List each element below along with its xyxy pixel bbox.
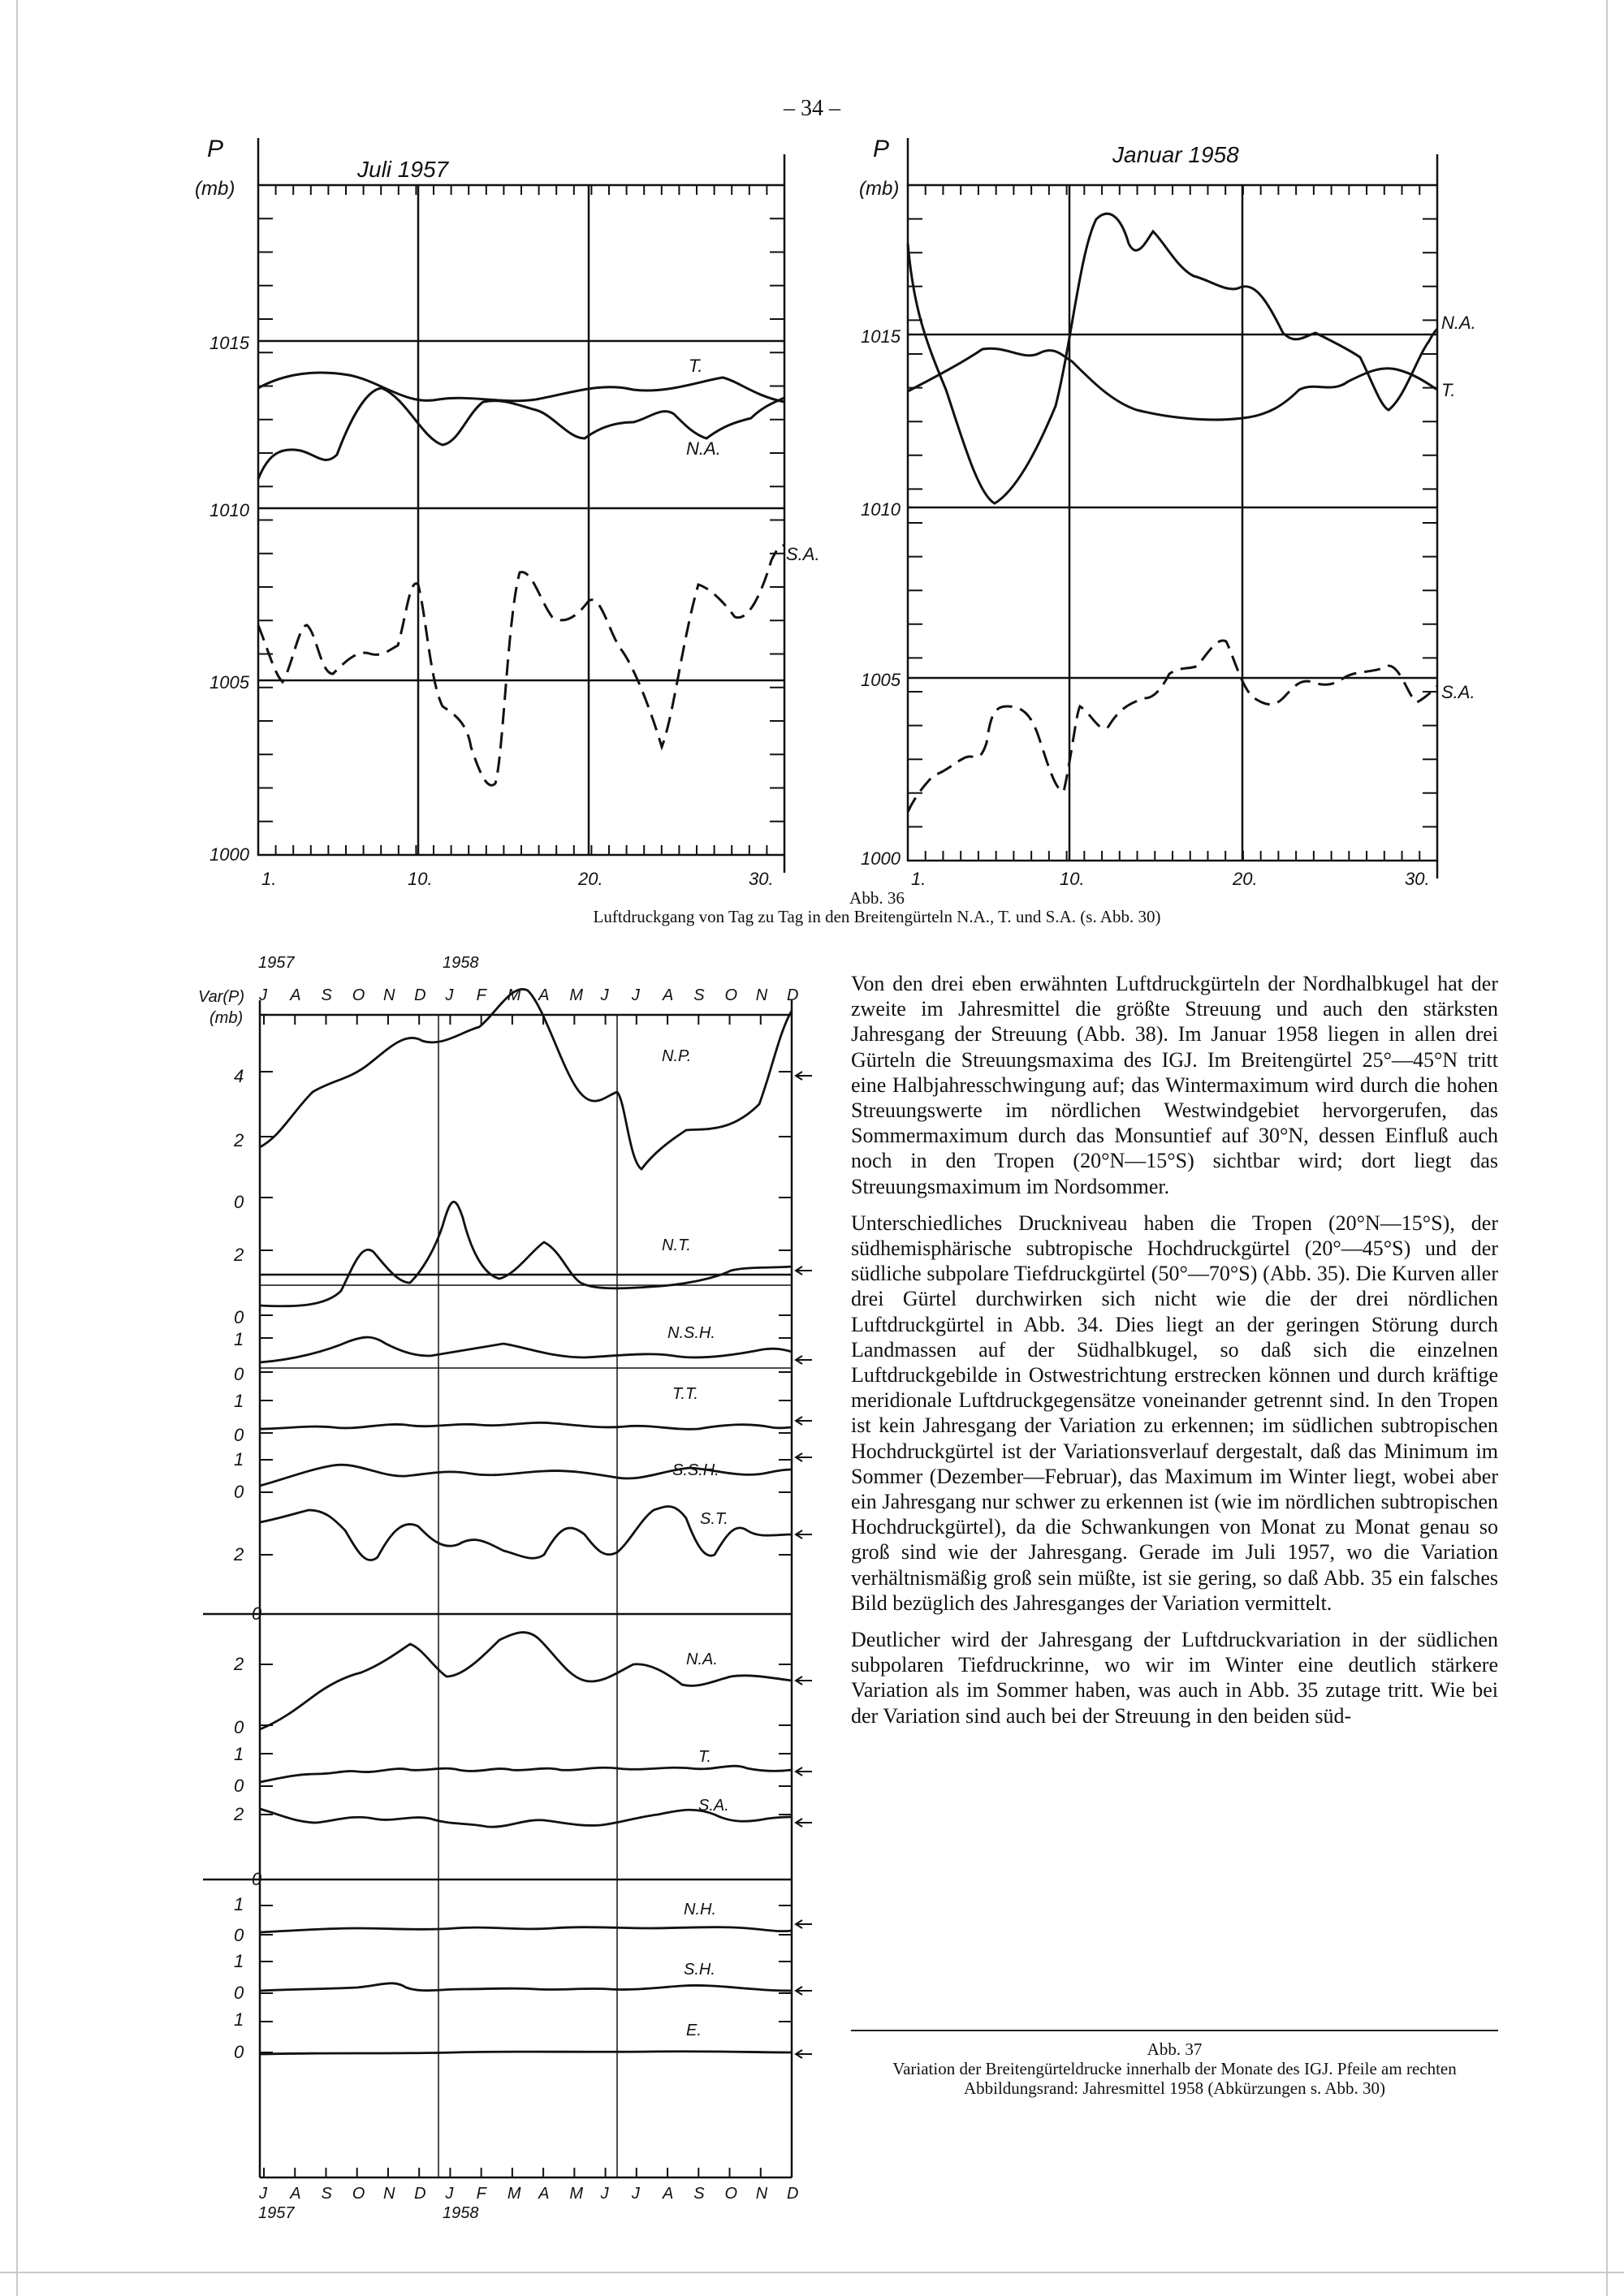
left-curve-label-SA: S.A.: [786, 544, 820, 564]
fig37-months-top: [258, 986, 798, 1004]
panel-label-ST: S.T.: [700, 1510, 728, 1528]
panel-label-TT: T.T.: [672, 1385, 698, 1403]
left-xtick-30: 30.: [749, 869, 774, 889]
right-unit-label: (mb): [859, 178, 900, 200]
mean-arrow-nt: [796, 1267, 812, 1275]
fig36-left-panel: [195, 136, 820, 889]
fig37-month-bottom-11: J: [600, 2185, 609, 2203]
fig37-month-top-12: J: [631, 986, 640, 1004]
panel-label-NH: N.H.: [684, 1901, 716, 1918]
fig37-year-end-bottom: 1958: [443, 2204, 479, 2222]
left-ticks: [258, 185, 784, 855]
tick-na-0: 0: [234, 1717, 244, 1737]
left-curve-SA: [258, 546, 784, 785]
fig37-curve-TT: [260, 1422, 792, 1429]
fig37-year-end-top: 1958: [443, 954, 479, 972]
right-curve-SA: [908, 641, 1437, 812]
mean-arrow-nsh: [796, 1356, 812, 1364]
mean-arrow-t: [796, 1767, 812, 1776]
fig37-ticks: [260, 1015, 792, 2177]
fig37-curve-T: [260, 1766, 792, 1782]
fig37-months-bottom: [258, 2185, 798, 2203]
tick-sh-0: 0: [234, 1983, 244, 2003]
figure-37-caption-rule: [851, 2030, 1498, 2031]
figure-36-label: Abb. 36: [849, 888, 905, 908]
right-ticks: [908, 185, 1437, 861]
fig37-month-bottom-13: A: [663, 2185, 674, 2203]
figure-37-label: Abb. 37: [1147, 2039, 1203, 2059]
right-curve-label-T: T.: [1441, 380, 1456, 400]
fig37-month-bottom-2: S: [321, 2185, 332, 2203]
fig37-curve-NT: [260, 1202, 792, 1306]
fig37-month-bottom-1: A: [290, 2185, 301, 2203]
fig37-y-axis-unit: (mb): [209, 1009, 244, 1027]
panel-label-E: E.: [686, 2022, 702, 2039]
fig37-month-top-16: N: [755, 986, 768, 1004]
fig37-month-top-15: O: [724, 986, 738, 1004]
tick-nsh-0: 0: [234, 1364, 244, 1384]
tick-na-2: 2: [234, 1654, 244, 1674]
fig37-month-top-3: O: [352, 986, 365, 1004]
tick-np-4: 4: [234, 1066, 244, 1086]
fig37-month-bottom-9: A: [538, 2185, 550, 2203]
tick-nh-1: 1: [234, 1894, 244, 1914]
panel-label-SSH: S.S.H.: [672, 1461, 719, 1479]
panel-label-NSH: N.S.H.: [667, 1324, 715, 1342]
fig37-mean-arrows: [796, 1072, 812, 2058]
fig37-month-top-4: N: [382, 986, 395, 1004]
tick-nt-2: 2: [234, 1245, 244, 1265]
figure-36-caption-block: [455, 889, 1299, 926]
fig37-month-top-5: D: [414, 986, 426, 1004]
fig37-month-bottom-14: S: [693, 2185, 705, 2203]
fig37-frame: [203, 1000, 792, 2177]
tick-sa-2: 2: [234, 1804, 244, 1824]
body-text: [851, 971, 1498, 1740]
fig37-y-axis-label: Var(P): [198, 988, 245, 1006]
right-title: Januar 1958: [1112, 142, 1239, 167]
right-y-tick-labels: [861, 326, 901, 869]
fig37-month-bottom-16: N: [755, 2185, 768, 2203]
right-frame: [908, 138, 1437, 878]
fig37-month-top-1: A: [290, 986, 301, 1004]
mean-arrow-e: [796, 2050, 812, 2058]
fig37-month-bottom-6: J: [445, 2185, 454, 2203]
right-xtick-1: 1.: [911, 869, 926, 889]
left-curve-T: [258, 373, 784, 402]
page-number: – 34 –: [784, 96, 840, 121]
fig37-month-bottom-4: N: [382, 2185, 395, 2203]
panel-label-NA: N.A.: [686, 1651, 718, 1668]
left-ytick-1010: 1010: [209, 500, 249, 520]
right-xtick-20: 20.: [1233, 869, 1258, 889]
tick-t-1: 1: [234, 1744, 244, 1764]
panel-label-NT: N.T.: [662, 1236, 691, 1254]
left-ytick-1000: 1000: [209, 844, 249, 865]
mean-arrow-tt: [796, 1417, 812, 1425]
left-title: Juli 1957: [357, 157, 449, 182]
right-curve-NA: [908, 214, 1437, 503]
left-xtick-10: 10.: [408, 869, 433, 889]
tick-na-0-top: 0: [252, 1603, 262, 1624]
left-x-tick-labels: [261, 869, 774, 889]
tick-nh-0: 0: [234, 1925, 244, 1945]
tick-ssh-0: 0: [234, 1482, 244, 1502]
left-ytick-1015: 1015: [209, 333, 249, 353]
tick-tt-0: 0: [234, 1425, 244, 1445]
left-curve-label-NA: N.A.: [686, 438, 721, 459]
left-xtick-20: 20.: [578, 869, 603, 889]
right-p-label: P: [873, 136, 890, 162]
fig37-month-bottom-15: O: [724, 2185, 738, 2203]
fig37-month-top-0: J: [259, 986, 267, 1004]
mean-arrow-ssh: [796, 1453, 812, 1461]
figure-37: [0, 950, 844, 2225]
fig37-year-start-bottom: 1957: [258, 2204, 295, 2222]
right-ytick-1015: 1015: [861, 326, 901, 347]
panel-label-SH: S.H.: [684, 1961, 715, 1979]
mean-arrow-nh: [796, 1920, 812, 1928]
fig37-month-bottom-8: M: [507, 2185, 521, 2203]
figure-37-caption: Variation der Breitengürteldrucke innerhalb der Monate des IGJ. Pfeile am rechten Abbildungsrand: Jahresmittel 1958 (Abkürzungen s. Abb. 30): [892, 2059, 1457, 2098]
fig37-month-top-17: D: [787, 986, 799, 1004]
fig37-tick-labels: [233, 1066, 262, 2062]
panel-label-SA: S.A.: [698, 1797, 729, 1815]
fig37-year-start-top: 1957: [258, 954, 295, 972]
body-paragraph-2: Unterschiedliches Druckniveau haben die Tropen (20°N—15°S), der südhemisphärische subtropische Hochdruckgürtel (20°—45°S) und der südliche subpolare Tiefdruckgürtel (50°—70°S) (Abb. 35). Die Kurven aller drei Gürtel durchwirken sich nicht wie die der drei nördlichen Luftdruckgürtel in Abb. 34. Dies liegt an der geringen Störung durch Landmassen auf der Südhalbkugel, so daß sich die einzelnen Luftdruckgebilde in Ostwestrichtung erstrecken können und durch kräftige meridionale Luftdruckgegensätze voneinander getrennt sind. In den Tropen ist kein Jahresgang der Variation zu erkennen; im südlichen subtropischen Hochdruckgürtel ist der Variationsverlauf dergestalt, daß das Minimum im Sommer (Dezember—Februar), das Maximum im Winter liegt, wobei aber ein Jahresgang nur schwer zu erkennen ist (wie im nördlichen subtropischen Hochdruckgürtel), da die Schwankungen von Monat zu Monat genau so groß sind wie der Jahresgang. Gerade im Juli 1957, wo die Variation verhältnismäßig groß sein müßte, ist sie gering, so daß Abb. 35 ein falsches Bild bezüglich des Jahresganges der Variation vermittelt.: [851, 1211, 1498, 1615]
fig37-month-top-7: F: [476, 986, 486, 1004]
right-ytick-1005: 1005: [861, 670, 901, 690]
fig37-curve-E: [260, 2052, 792, 2054]
panel-label-NP: N.P.: [662, 1047, 692, 1065]
fig37-month-top-2: S: [321, 986, 332, 1004]
fig37-curve-NH: [260, 1927, 792, 1932]
left-curve-label-T: T.: [689, 356, 703, 376]
fig37-curve-NP: [260, 989, 792, 1169]
tick-e-0: 0: [234, 2042, 244, 2062]
fig37-month-top-14: S: [693, 986, 705, 1004]
fig37-curve-NA: [260, 1633, 792, 1729]
mean-arrow-st: [796, 1530, 812, 1539]
mean-arrow-sa: [796, 1819, 812, 1827]
left-ytick-1005: 1005: [209, 672, 249, 693]
left-xtick-1: 1.: [261, 869, 277, 889]
left-p-label: P: [207, 136, 224, 162]
right-xtick-30: 30.: [1405, 869, 1430, 889]
right-ytick-1010: 1010: [861, 499, 901, 520]
figure-37-caption-block: [851, 2039, 1498, 2098]
right-x-tick-labels: [911, 869, 1430, 889]
left-y-tick-labels: [209, 333, 250, 865]
tick-nsh-1: 1: [234, 1329, 244, 1349]
figure-36-caption: Luftdruckgang von Tag zu Tag in den Breitengürteln N.A., T. und S.A. (s. Abb. 30): [593, 907, 1161, 926]
tick-nt-0: 0: [234, 1307, 244, 1327]
mean-arrow-np: [796, 1072, 812, 1080]
tick-tt-1: 1: [234, 1391, 244, 1411]
fig37-month-top-13: A: [663, 986, 674, 1004]
fig37-month-bottom-5: D: [414, 2185, 426, 2203]
fig37-month-top-9: A: [538, 986, 550, 1004]
left-frame: [258, 138, 784, 873]
tick-e-1: 1: [234, 2009, 244, 2030]
tick-np-0: 0: [234, 1192, 244, 1212]
right-curve-T: [908, 348, 1437, 420]
fig37-month-bottom-10: M: [569, 2185, 584, 2203]
fig37-month-bottom-17: D: [787, 2185, 799, 2203]
tick-nh-0-top: 0: [252, 1869, 262, 1889]
right-xtick-10: 10.: [1060, 869, 1085, 889]
panel-label-T: T.: [698, 1748, 711, 1766]
left-unit-label: (mb): [195, 178, 235, 200]
right-curve-label-NA: N.A.: [1441, 313, 1476, 333]
body-paragraph-3: Deutlicher wird der Jahresgang der Luftdruckvariation in der südlichen subpolaren Tiefdruckrinne, wo wir im Winter eine deutlich stärkere Variation als im Sommer haben, was auch in Abb. 35 zutage tritt. Wie bei der Variation sind auch bei der Streuung in den beiden süd-: [851, 1628, 1498, 1728]
fig37-month-top-10: M: [569, 986, 584, 1004]
tick-st-2: 2: [234, 1544, 244, 1564]
tick-np-2: 2: [234, 1130, 244, 1150]
figure-36: [0, 0, 1624, 889]
fig37-curve-SH: [260, 1983, 792, 1991]
fig37-month-bottom-0: J: [259, 2185, 267, 2203]
fig37-month-top-8: M: [507, 986, 521, 1004]
body-paragraph-1: Von den drei eben erwähnten Luftdruckgürteln der Nordhalbkugel hat der zweite im Jahresmittel die größte Streuung und auch den stärksten Jahresgang der Streuung (Abb. 38). Im Januar 1958 liegen in allen drei Gürteln die Streuungsmaxima des IGJ. Im Breitengürtel 25°—45°N tritt eine Halbjahresschwingung auf; das Wintermaximum wird durch die hohen Streuungswerte im nördlichen Westwindgebiet hervorgerufen, das Sommermaximum durch das Monsuntief auf 30°N, dessen Einfluß auch noch in den Tropen (20°N—15°S) sichtbar wird; dort liegt das Streuungsmaximum im Nordsommer.: [851, 972, 1498, 1198]
tick-t-0: 0: [234, 1776, 244, 1796]
fig37-month-bottom-12: J: [631, 2185, 640, 2203]
right-curve-label-SA: S.A.: [1441, 682, 1475, 702]
mean-arrow-sh: [796, 1987, 812, 1995]
tick-ssh-1: 1: [234, 1449, 244, 1470]
fig37-month-top-6: J: [445, 986, 454, 1004]
fig37-month-bottom-7: F: [476, 2185, 486, 2203]
scan-edge-bottom: [0, 2272, 1624, 2273]
fig37-month-bottom-3: O: [352, 2185, 365, 2203]
mean-arrow-na: [796, 1677, 812, 1685]
tick-sh-1: 1: [234, 1951, 244, 1971]
fig36-right-panel: [859, 136, 1476, 889]
fig37-month-top-11: J: [600, 986, 609, 1004]
right-ytick-1000: 1000: [861, 848, 901, 869]
